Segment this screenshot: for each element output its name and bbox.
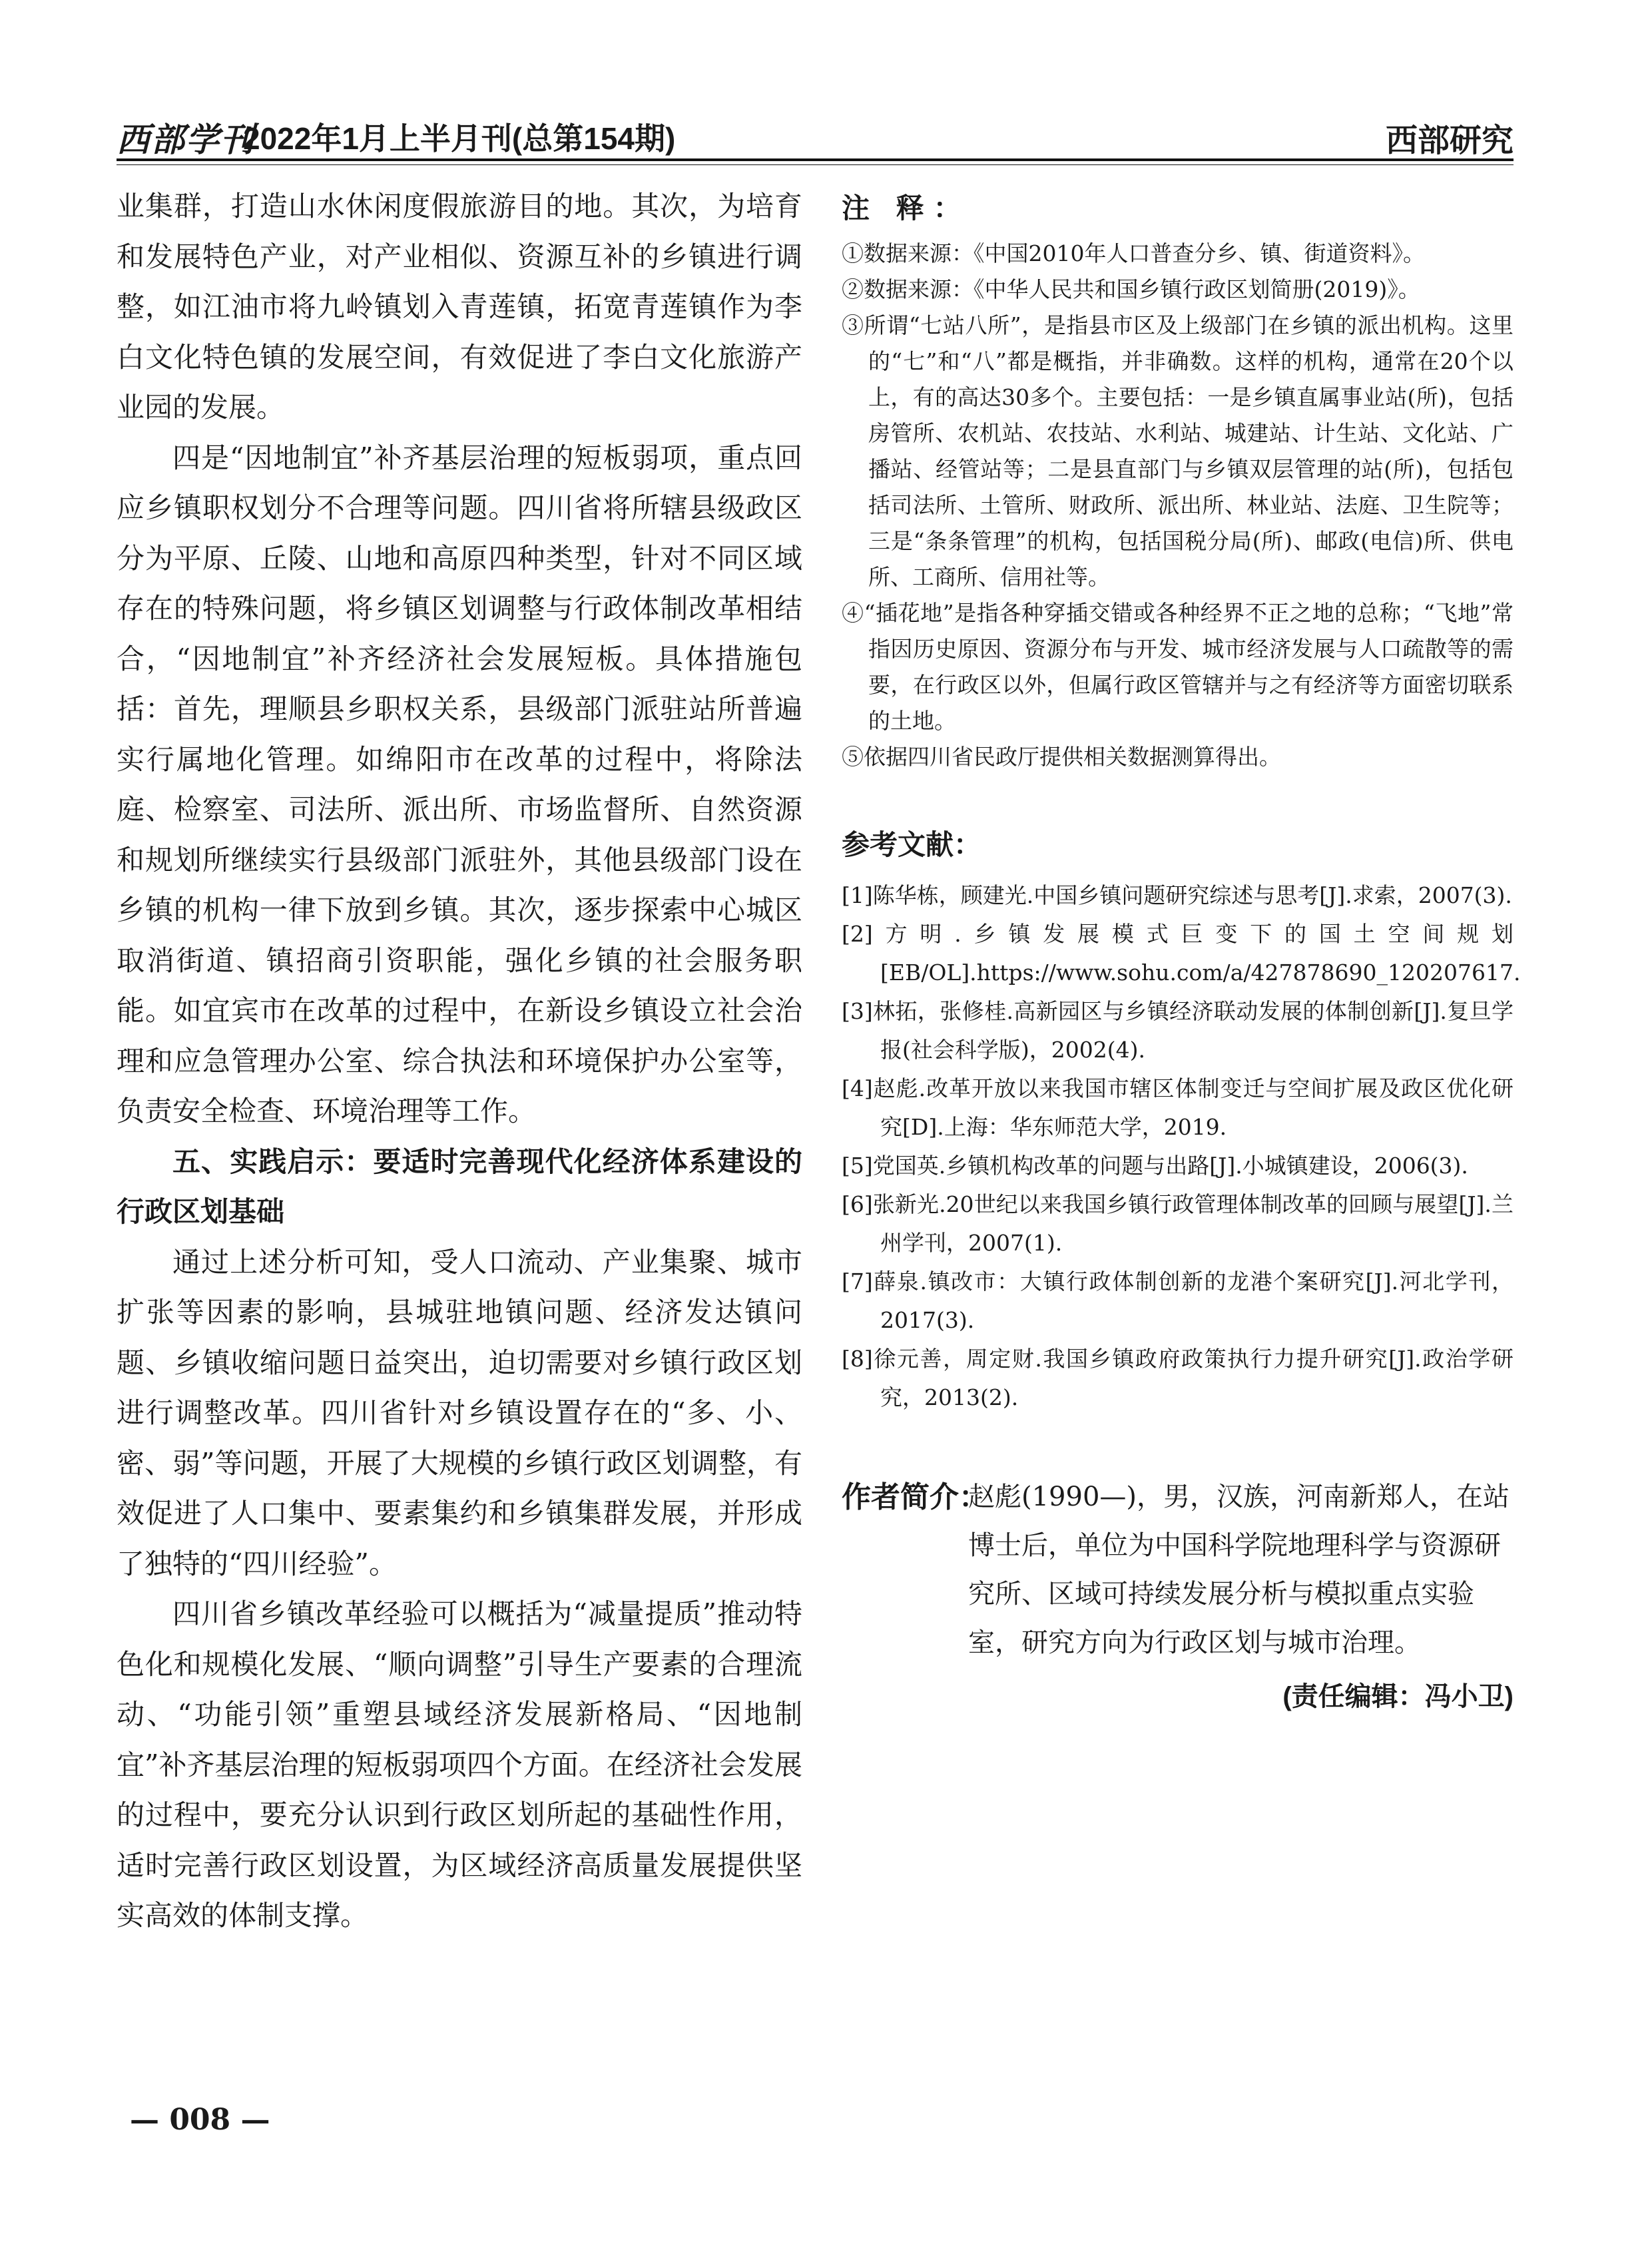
note-item: ③所谓“七站八所”，是指县市区及上级部门在乡镇的派出机构。这里的“七”和“八”都是概指，并非确数。这样的机构，通常在20个以上，有的高达30多个。主要包括：一是乡镇直属事业站(所)，包括房管所、农机站、农技站、水利站、城建站、计生站、文化站、广播站、经管站等；二是县直部门与乡镇双层管理的站(所)，包括包括司法所、土管所、财政所、派出所、林业站、法庭、卫生院等；三是“条条管理”的机构，包括国税分局(所)、邮政(电信)所、供电所、工商所、信用社等。 xyxy=(842,312,1514,590)
references-title: 参考文献： xyxy=(842,829,982,860)
note-item: ④“插花地”是指各种穿插交错或各种经界不正之地的总称；“飞地”常指因历史原因、资源分布与开发、城市经济发展与人口疏散等的需要，在行政区以外，但属行政区管辖并与之有经济等方面密切联系的土地。 xyxy=(842,600,1514,734)
paragraph: 业集群，打造山水休闲度假旅游目的地。其次，为培育和发展特色产业，对产业相似、资源互补的乡镇进行调整，如江油市将九岭镇划入青莲镇，拓宽青莲镇作为李白文化特色镇的发展空间，有效促进了李白文化旅游产业园的发展。 xyxy=(117,190,802,423)
reference-item: [8]徐元善，周定财.我国乡镇政府政策执行力提升研究[J].政治学研究，2013(2). xyxy=(842,1346,1514,1410)
reference-item: [1]陈华栋，顾建光.中国乡镇问题研究综述与思考[J].求索，2007(3). xyxy=(842,882,1512,908)
author-bio xyxy=(842,1473,1514,1667)
paragraph: 四是“因地制宜”补齐基层治理的短板弱项，重点回应乡镇职权划分不合理等问题。四川省将所辖县级政区分为平原、丘陵、山地和高原四种类型，针对不同区域存在的特殊问题，将乡镇区划调整与行政体制改革相结合，“因地制宜”补齐经济社会发展短板。具体措施包括：首先，理顺县乡职权关系，县级部门派驻站所普遍实行属地化管理。如绵阳市在改革的过程中，将除法庭、检察室、司法所、派出所、市场监督所、自然资源和规划所继续实行县级部门派驻外，其他县级部门设在乡镇的机构一律下放到乡镇。其次，逐步探索中心城区取消街道、镇招商引资职能，强化乡镇的社会服务职能。如宜宾市在改革的过程中，在新设乡镇设立社会治理和应急管理办公室、综合执法和环境保护办公室等，负责安全检查、环境治理等工作。 xyxy=(117,441,802,1127)
note-item: ①数据来源：《中国2010年人口普查分乡、镇、街道资料》。 xyxy=(842,240,1425,266)
header-rule xyxy=(117,158,1514,165)
right-column xyxy=(842,186,1521,1713)
section-title: 西部研究 xyxy=(1385,123,1514,158)
reference-item: [5]党国英.乡镇机构改革的问题与出路[J].小城镇建设，2006(3). xyxy=(842,1153,1468,1179)
reference-item: [3]林拓，张修桂.高新园区与乡镇经济联动发展的体制创新[J].复旦学报(社会科学版)，2002(4). xyxy=(842,998,1514,1063)
journal-logo: 西部学刊 xyxy=(117,120,255,159)
notes-title: 注 释： xyxy=(842,192,971,224)
page-number: — 008 — xyxy=(130,2103,270,2137)
section-heading: 五、实践启示：要适时完善现代化经济体系建设的行政区划基础 xyxy=(117,1145,802,1227)
reference-item: [4]赵彪.改革开放以来我国市辖区体制变迁与空间扩展及政区优化研究[D].上海：华东师范大学，2019. xyxy=(842,1075,1514,1140)
paragraph: 四川省乡镇改革经验可以概括为“减量提质”推动特色化和规模化发展、“顺向调整”引导生产要素的合理流动、“功能引领”重塑县域经济发展新格局、“因地制宜”补齐基层治理的短板弱项四个方面。在经济社会发展的过程中，要充分认识到行政区划所起的基础性作用，适时完善行政区划设置，为区域经济高质量发展提供坚实高效的体制支撑。 xyxy=(117,1597,802,1932)
page-header xyxy=(117,112,1514,158)
reference-item: [7]薛泉.镇改市：大镇行政体制创新的龙港个案研究[J].河北学刊，2017(3). xyxy=(842,1268,1514,1333)
reference-item: [6]张新光.20世纪以来我国乡镇行政管理体制改革的回顾与展望[J].兰州学刊，2007(1). xyxy=(842,1191,1514,1256)
paragraph: 通过上述分析可知，受人口流动、产业集聚、城市扩张等因素的影响，县城驻地镇问题、经济发达镇问题、乡镇收缩问题日益突出，迫切需要对乡镇行政区划进行调整改革。四川省针对乡镇设置存在的“多、小、密、弱”等问题，开展了大规模的乡镇行政区划调整，有效促进了人口集中、要素集约和乡镇集群发展，并形成了独特的“四川经验”。 xyxy=(117,1245,802,1580)
editor-credit: (责任编辑：冯小卫) xyxy=(1282,1682,1514,1711)
reference-item: [2]方明.乡镇发展模式巨变下的国土空间规划[EB/OL].https://www.sohu.com/a/427878690_120207617. xyxy=(842,921,1521,985)
note-item: ⑤依据四川省民政厅提供相关数据测算得出。 xyxy=(842,744,1281,770)
author-text: 赵彪(1990—)，男，汉族，河南新郑人，在站博士后，单位为中国科学院地理科学与资源研究所、区域可持续发展分析与模拟重点实验室，研究方向为行政区划与城市治理。 xyxy=(968,1482,1510,1658)
left-column xyxy=(117,181,802,1941)
note-item: ②数据来源：《中华人民共和国乡镇行政区划简册(2019)》。 xyxy=(842,276,1420,302)
author-label: 作者简介： xyxy=(842,1481,988,1514)
issue-info: 2022年1月上半月刊(总第154期) xyxy=(243,121,676,156)
